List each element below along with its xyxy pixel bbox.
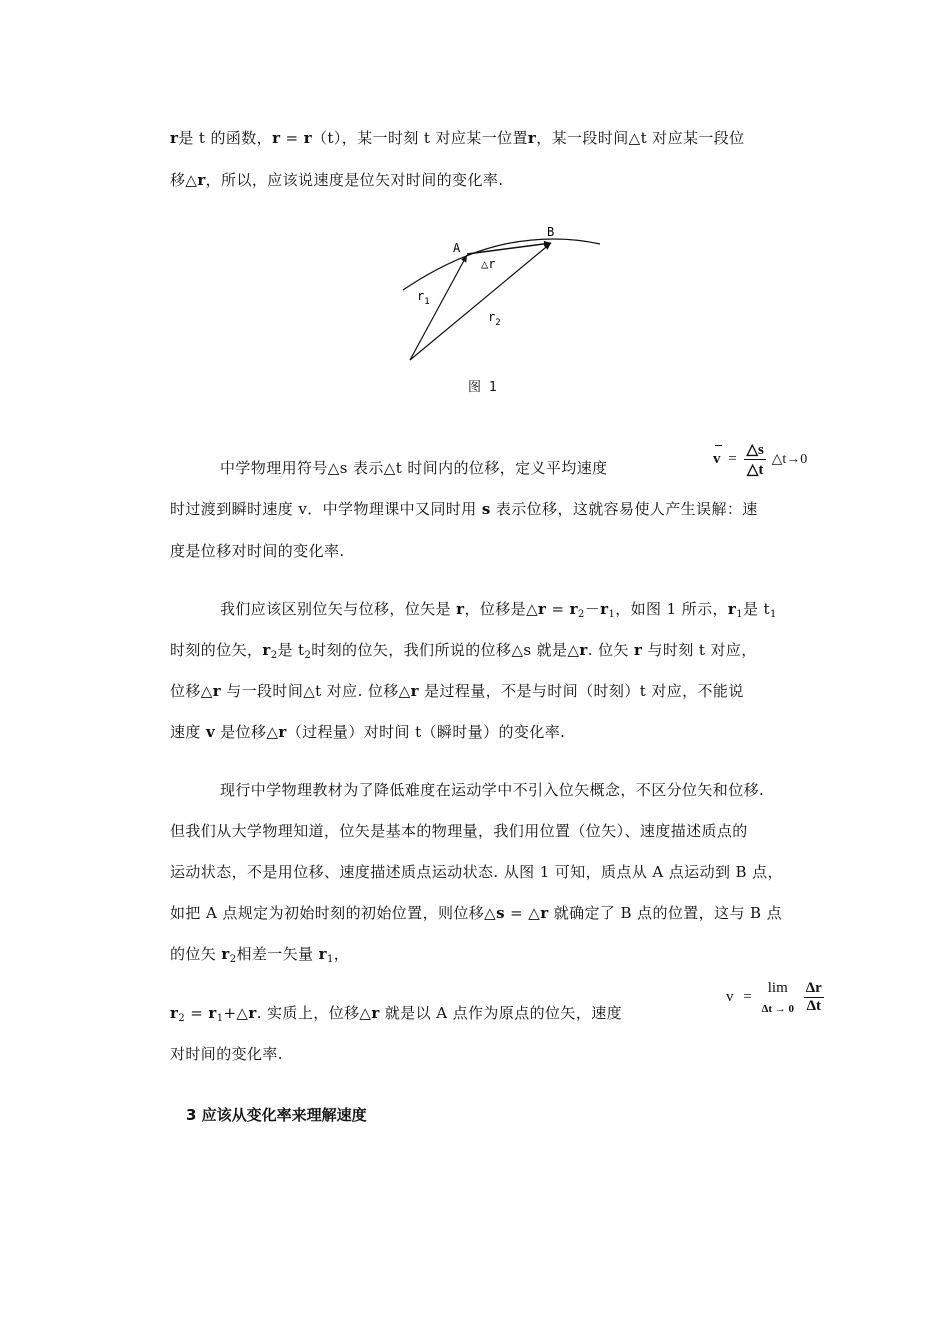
paragraph-4-line-3: 运动状态，不是用位移、速度描述质点运动状态. 从图 1 可知，质点从 A 点运动到 B 点， (170, 863, 783, 881)
text: 时过渡到瞬时速度 v．中学物理课中又同时用 (170, 500, 482, 518)
vector-r: r (600, 600, 609, 618)
limit-subscript: Δt → 0 (761, 1003, 795, 1015)
v: v (713, 451, 721, 467)
vector-r: r (278, 723, 287, 741)
subscript: 1 (326, 954, 334, 965)
vector-r: r (371, 1004, 380, 1022)
symbol-v: v (205, 723, 216, 741)
text: 是 t 的函数， (178, 129, 273, 147)
vector-r: r (170, 1004, 179, 1022)
paragraph-3-line-4 (170, 722, 565, 742)
label-r2: $r_2$ (488, 310, 501, 328)
vector-r: r (527, 129, 537, 147)
text: 是过程量，不是与时间（时刻）t 对应，不能说 (418, 682, 744, 700)
vector-r: r (303, 129, 313, 147)
text: 是 t (277, 641, 305, 659)
numerator: Δr (805, 980, 822, 996)
average-velocity-formula (713, 440, 807, 479)
text: 我们应该区别位矢与位移，位矢是 (220, 600, 457, 618)
text: － (584, 600, 601, 618)
vector-r: r (212, 682, 222, 700)
equals: = (728, 451, 737, 467)
text: ，位移是△ (464, 600, 539, 618)
text: ，如图 1 所示， (615, 600, 728, 618)
paragraph-4-line-6 (170, 1003, 622, 1029)
subscript: 2 (178, 1013, 186, 1024)
text: 相差一矢量 (236, 945, 319, 963)
paragraph-2-line-2 (170, 499, 758, 519)
vector-r: r (538, 600, 547, 618)
text: 是位移△ (215, 723, 279, 741)
figure-1-diagram (395, 220, 615, 400)
paragraph-4-line-2: 但我们从大学物理知道，位矢是基本的物理量，我们用位置（位矢）、速度描述质点的 (170, 822, 748, 840)
subscript: 2 (577, 609, 585, 620)
vector-r: r (318, 945, 327, 963)
text: ， (333, 945, 350, 963)
text: 如把 A 点规定为初始时刻的初始位置，则位移△ (170, 904, 497, 922)
symbol-s: s (481, 500, 491, 518)
paragraph-4-line-7: 对时间的变化率. (170, 1045, 283, 1063)
text: = (185, 1004, 209, 1022)
fraction (744, 440, 765, 479)
text: = △ (504, 904, 541, 922)
trajectory-curve (403, 239, 600, 290)
vector-r: r (262, 641, 271, 659)
paragraph-3-line-1 (220, 599, 777, 625)
r1-arrow (410, 255, 467, 360)
instantaneous-velocity-formula (726, 980, 824, 1015)
text: = (546, 600, 570, 618)
text: 时刻的位矢， (170, 641, 263, 659)
vector-r: r (634, 641, 643, 659)
vector-r: r (727, 600, 737, 618)
subscript: 1 (608, 609, 616, 620)
label-a: A (453, 241, 461, 255)
text: 就是以 A 点作为原点的位矢，速度 (379, 1004, 623, 1022)
text: 速度 (170, 723, 206, 741)
v: v (726, 989, 734, 1005)
equals: = (743, 989, 752, 1005)
text: = (280, 129, 304, 147)
paragraph-2-line-3: 度是位移对时间的变化率. (170, 542, 345, 560)
text: 与一段时间△t 对应. 位移△ (221, 682, 411, 700)
label-b: B (547, 225, 555, 239)
paragraph-4-line-5 (170, 944, 349, 970)
text: 的位矢 (170, 945, 222, 963)
paragraph-4-line-1: 现行中学物理教材为了降低难度在运动学中不引入位矢概念，不区分位矢和位移. (220, 781, 765, 799)
label-delta-r: △r (481, 257, 496, 271)
limit (761, 980, 794, 1015)
text: 位移△ (170, 682, 213, 700)
vector-r: r (272, 129, 281, 147)
text: （t），某一时刻 t 对应某一位置 (312, 129, 528, 147)
vector-r: r (221, 945, 230, 963)
vector-r: r (579, 641, 588, 659)
subscript: 1 (769, 609, 777, 620)
fraction (804, 980, 824, 1015)
vector-r: r (456, 600, 465, 618)
section-heading: 3 应该从变化率来理解速度 (186, 1106, 367, 1124)
text: . 位矢 (587, 641, 635, 659)
denominator: Δt (806, 998, 822, 1014)
symbol-s: s (496, 904, 505, 922)
text: 就确定了 B 点的位置，这与 B 点 (548, 904, 783, 922)
limit-condition: △t→0 (771, 452, 808, 467)
numerator: △s (746, 442, 764, 458)
paragraph-1-line-2 (170, 170, 503, 190)
subscript: 1 (736, 609, 743, 620)
paragraph-3-line-3 (170, 681, 744, 701)
subscript: 2 (229, 954, 237, 965)
text: ，所以，应该说速度是位矢对时间的变化率. (205, 171, 504, 189)
vector-r: r (569, 600, 578, 618)
text: +△ (223, 1004, 249, 1022)
figure-caption: 图 1 (468, 380, 497, 395)
text: 与时刻 t 对应， (642, 641, 757, 659)
vector-r: r (170, 129, 179, 147)
subscript: 2 (270, 650, 278, 661)
paragraph-3-line-2 (170, 640, 757, 666)
text: 时刻的位矢，我们所说的位移△s 就是△ (311, 641, 580, 659)
text: （过程量）对时间 t（瞬时量）的变化率. (286, 723, 566, 741)
vector-r: r (248, 1004, 257, 1022)
denominator: △t (746, 462, 764, 478)
subscript: 1 (216, 1013, 224, 1024)
text: . 实质上，位移△ (256, 1004, 372, 1022)
text: 移△ (170, 171, 198, 189)
delta-r-arrow (467, 243, 551, 254)
label-r1: $r_1$ (417, 289, 430, 307)
subscript: 2 (304, 650, 312, 661)
text: 是 t (742, 600, 770, 618)
lim: lim (767, 980, 788, 996)
vector-r: r (540, 904, 549, 922)
vector-r: r (197, 171, 206, 189)
paragraph-4-line-4 (170, 903, 782, 923)
paragraph-1-line-1 (170, 128, 745, 148)
text: ，某一段时间△t 对应某一段位 (536, 129, 745, 147)
v-bar (713, 451, 721, 468)
text: 表示位移，这就容易使人产生误解：速 (490, 500, 758, 518)
vector-r: r (410, 682, 419, 700)
vector-r: r (208, 1004, 217, 1022)
paragraph-2-line-1: 中学物理用符号△s 表示△t 时间内的位移，定义平均速度 (220, 459, 608, 477)
